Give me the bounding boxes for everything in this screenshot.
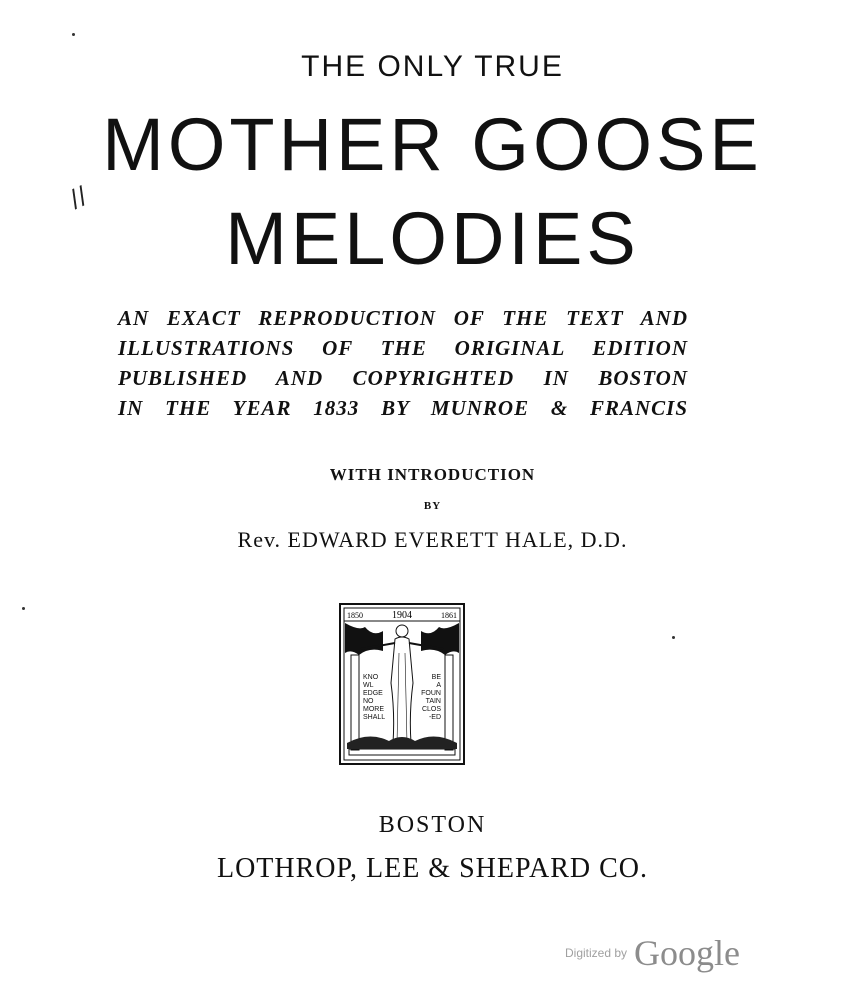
subtitle-line-4: IN THE YEAR 1833 BY MUNROE & FRANCIS	[118, 396, 688, 420]
speck	[672, 636, 675, 639]
google-watermark: Google	[634, 933, 740, 973]
with-introduction: WITH INTRODUCTION	[329, 465, 536, 484]
publisher-name: LOTHROP, LEE & SHEPARD CO.	[216, 853, 648, 884]
banner-left-line: MORE	[363, 706, 384, 713]
subtitle-line-2: ILLUSTRATIONS OF THE ORIGINAL EDITION	[118, 336, 688, 360]
subtitle-line-1: AN EXACT REPRODUCTION OF THE TEXT AND	[118, 306, 688, 330]
publisher-city: BOSTON	[378, 812, 487, 838]
speck	[22, 607, 25, 610]
banner-right-line: A	[436, 682, 441, 689]
banner-left-line: EDGE	[363, 690, 383, 697]
digitized-by-label: Digitized by	[565, 946, 628, 960]
banner-right-line: FOUN	[421, 690, 441, 697]
banner-left-line: WL	[363, 682, 374, 689]
author-name: Rev. EDWARD EVERETT HALE, D.D.	[237, 527, 628, 552]
banner-left-line: NO	[363, 698, 374, 705]
handwritten-margin-mark: //	[64, 180, 92, 214]
by-label: BY	[423, 500, 442, 512]
speck	[72, 33, 75, 36]
banner-left-line: KNO	[363, 674, 379, 681]
emblem-year-center: 1904	[392, 610, 412, 621]
publisher-emblem	[339, 603, 465, 765]
title-line-2: MELODIES	[225, 197, 640, 280]
title-line-1: MOTHER GOOSE	[102, 103, 763, 186]
kicker-line: THE ONLY TRUE	[301, 50, 564, 83]
emblem-year-left: 1850	[347, 611, 363, 620]
banner-right-line: BE	[431, 674, 441, 681]
banner-right-line: -ED	[428, 714, 441, 721]
subtitle-line-3: PUBLISHED AND COPYRIGHTED IN BOSTON	[118, 366, 688, 390]
banner-left-line: SHALL	[363, 714, 386, 721]
banner-right-line: CLOS	[421, 706, 441, 713]
emblem-year-right: 1861	[441, 611, 457, 620]
banner-right-line: TAIN	[425, 698, 441, 705]
